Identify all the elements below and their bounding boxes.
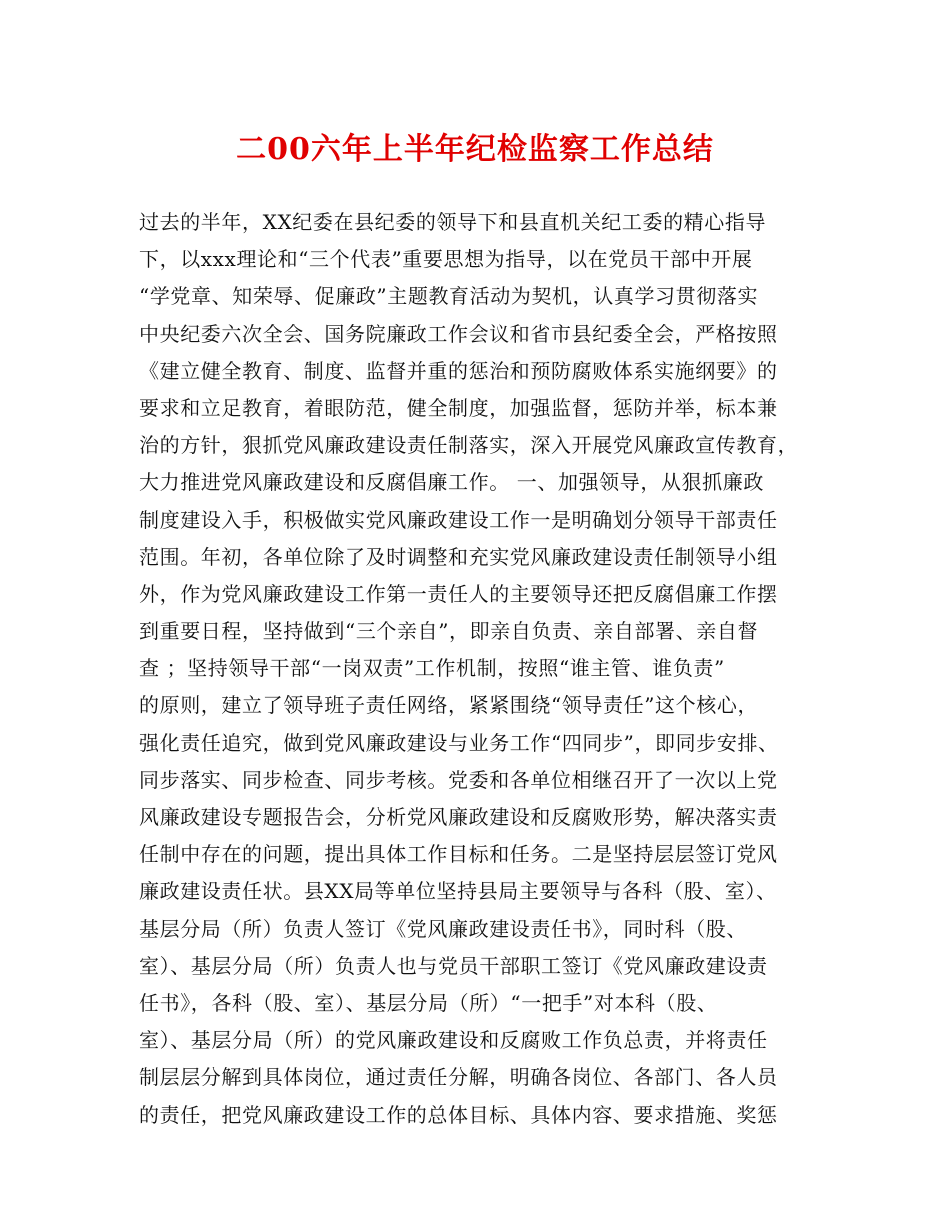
body-text-line: 室）、基层分局（所）的党风廉政建设和反腐败工作负总责，并将责任 [139,1028,768,1053]
body-text-line: 强化责任追究，做到党风廉政建设与业务工作“四同步”，即同步安排、 [139,730,779,755]
body-text-line: “学党章、知荣辱、促廉政”主题教育活动为契机，认真学习贯彻落实 [139,284,759,309]
body-text-line: 的原则，建立了领导班子责任网络，紧紧围绕“领导责任”这个核心， [139,693,759,718]
body-text-line: 基层分局（所）负责人签订《党风廉政建设责任书》，同时科（股、 [139,916,747,941]
body-text-line: 任制中存在的问题，提出具体工作目标和任务。二是坚持层层签订党风 [139,842,778,867]
body-text-line: 廉政建设责任状。县XX局等单位坚持县局主要领导与各科（股、室）、 [139,879,777,904]
body-text-line: 同步落实、同步检查、同步考核。党委和各单位相继召开了一次以上党 [139,767,778,792]
body-text-line: 任书》，各科（股、室）、基层分局（所）“一把手”对本科（股、 [139,990,718,1015]
body-text-line: 室）、基层分局（所）负责人也与党员干部职工签订《党风廉政建设责 [139,953,768,978]
document-title: 二00六年上半年纪检监察工作总结 [236,132,714,167]
body-text-line: 下，以xxx理论和“三个代表”重要思想为指导，以在党员干部中开展 [139,247,753,272]
body-text-line: 风廉政建设专题报告会，分析党风廉政建设和反腐败形势，解决落实责 [139,805,778,829]
document-body [139,204,839,1134]
body-text-line: 制层层分解到具体岗位，通过责任分解，明确各岗位、各部门、各人员 [139,1065,778,1090]
body-text-line: 要求和立足教育，着眼防范，健全制度，加强监督，惩防并举，标本兼 [139,395,778,420]
body-text-line: 查 ；坚持领导干部“一岗双责”工作机制，按照“谁主管、谁负责” [139,656,725,681]
body-text-line: 中央纪委六次全会、国务院廉政工作会议和省市县纪委全会，严格按照 [139,321,778,346]
body-text-line: 制度建设入手，积极做实党风廉政建设工作一是明确划分领导干部责任 [139,507,778,532]
body-text-line: 治的方针，狠抓党风廉政建设责任制落实，深入开展党风廉政宣传教育， [139,433,799,458]
body-text-line: 范围。年初，各单位除了及时调整和充实党风廉政建设责任制领导小组 [139,544,778,569]
body-text-line: 大力推进党风廉政建设和反腐倡廉工作。 一、加强领导，从狠抓廉政 [139,470,764,495]
body-text-line: 到重要日程，坚持做到“三个亲自”，即亲自负责、亲自部署、亲自督 [139,619,759,644]
body-text-line: 外，作为党风廉政建设工作第一责任人的主要领导还把反腐倡廉工作摆 [139,581,778,606]
body-text-line: 过去的半年，XX纪委在县纪委的领导下和县直机关纪工委的精心指导 [139,210,767,234]
body-text-line: 的责任，把党风廉政建设工作的总体目标、具体内容、要求措施、奖惩 [139,1102,778,1127]
body-text-line: 《建立健全教育、制度、监督并重的惩治和预防腐败体系实施纲要》的 [139,358,778,383]
